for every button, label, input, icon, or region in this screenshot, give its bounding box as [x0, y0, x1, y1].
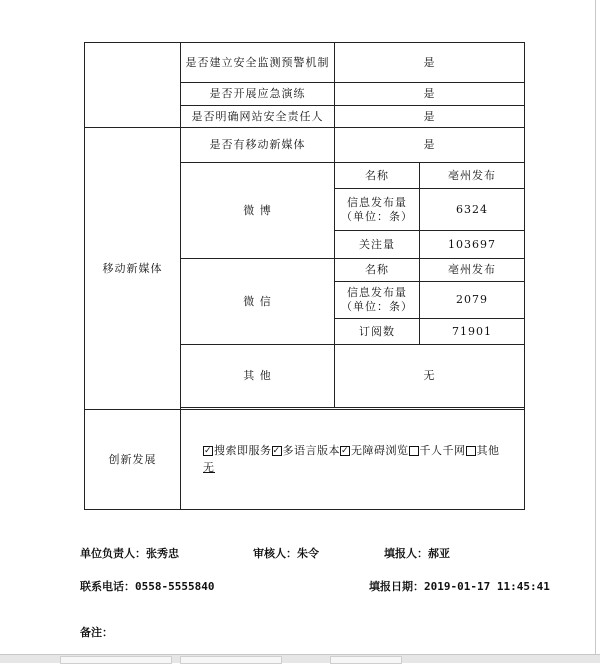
filler-label: 填报人： [384, 547, 428, 560]
option-label: 无障碍浏览 [351, 444, 409, 457]
phone-value: 0558-5555840 [135, 580, 215, 593]
report-table [84, 42, 525, 510]
toolbar-field[interactable] [180, 656, 282, 664]
weibo-followers-label: 关注量 [335, 231, 420, 259]
page-edge [595, 0, 596, 662]
has-mobile-value: 是 [335, 128, 525, 163]
table-row [85, 410, 525, 510]
table-row [85, 43, 525, 83]
weixin-subs-label: 订阅数 [335, 319, 420, 345]
filler-field [384, 545, 450, 561]
checkbox-personalized[interactable] [409, 446, 419, 456]
option-label: 多语言版本 [282, 444, 340, 457]
checkbox-multilingual[interactable]: ✓ [272, 446, 281, 456]
checkbox-accessibility[interactable]: ✓ [341, 446, 350, 456]
reviewer-value: 朱令 [297, 547, 319, 560]
weixin-posts-label: 信息发布量（单位：条） [335, 282, 420, 319]
weibo-posts-value: 6324 [420, 189, 525, 231]
unit-head-label: 单位负责人： [80, 547, 146, 560]
weixin-name-value: 亳州发布 [420, 259, 525, 282]
mobile-section-label: 移动新媒体 [85, 128, 181, 410]
unit-head-field [80, 545, 179, 561]
weixin-subs-value: 71901 [420, 319, 525, 345]
date-field [369, 578, 550, 594]
security-label-cell: 是否开展应急演练 [181, 83, 335, 106]
option-label: 千人千网 [419, 444, 466, 457]
weibo-label: 微 博 [181, 163, 335, 259]
toolbar-field[interactable] [330, 656, 402, 664]
other-label: 其 他 [181, 345, 335, 408]
date-value: 2019-01-17 11:45:41 [424, 580, 550, 593]
security-section-cell [85, 43, 181, 128]
checkbox-search-service[interactable]: ✓ [204, 446, 213, 456]
checkbox-other[interactable] [466, 446, 476, 456]
phone-label: 联系电话： [80, 580, 135, 593]
reviewer-label: 审核人： [253, 547, 297, 560]
security-value-cell: 是 [335, 106, 525, 128]
security-value-cell: 是 [335, 83, 525, 106]
toolbar-field[interactable] [60, 656, 172, 664]
unit-head-value: 张秀忠 [146, 547, 179, 560]
date-label: 填报日期： [369, 580, 424, 593]
reviewer-field [253, 545, 319, 561]
weixin-posts-value: 2079 [420, 282, 525, 319]
security-label-cell: 是否建立安全监测预警机制 [181, 43, 335, 83]
weixin-name-label: 名称 [335, 259, 420, 282]
security-value-cell: 是 [335, 43, 525, 83]
weibo-name-value: 亳州发布 [420, 163, 525, 189]
other-value: 无 [335, 345, 525, 408]
remarks-label: 备注： [80, 626, 113, 639]
security-label-cell: 是否明确网站安全责任人 [181, 106, 335, 128]
innovation-label: 创新发展 [85, 410, 181, 510]
weibo-followers-value: 103697 [420, 231, 525, 259]
innovation-other-value: 无 [203, 461, 215, 474]
filler-value: 郝亚 [428, 547, 450, 560]
innovation-options [203, 444, 524, 458]
innovation-options-cell [181, 410, 525, 510]
table-row [85, 128, 525, 163]
weixin-label: 微 信 [181, 259, 335, 345]
option-label: 其他 [476, 444, 500, 457]
option-label: 搜索即服务 [214, 444, 272, 457]
weibo-posts-label: 信息发布量（单位：条） [335, 189, 420, 231]
weibo-name-label: 名称 [335, 163, 420, 189]
phone-field [80, 578, 214, 594]
has-mobile-label: 是否有移动新媒体 [181, 128, 335, 163]
